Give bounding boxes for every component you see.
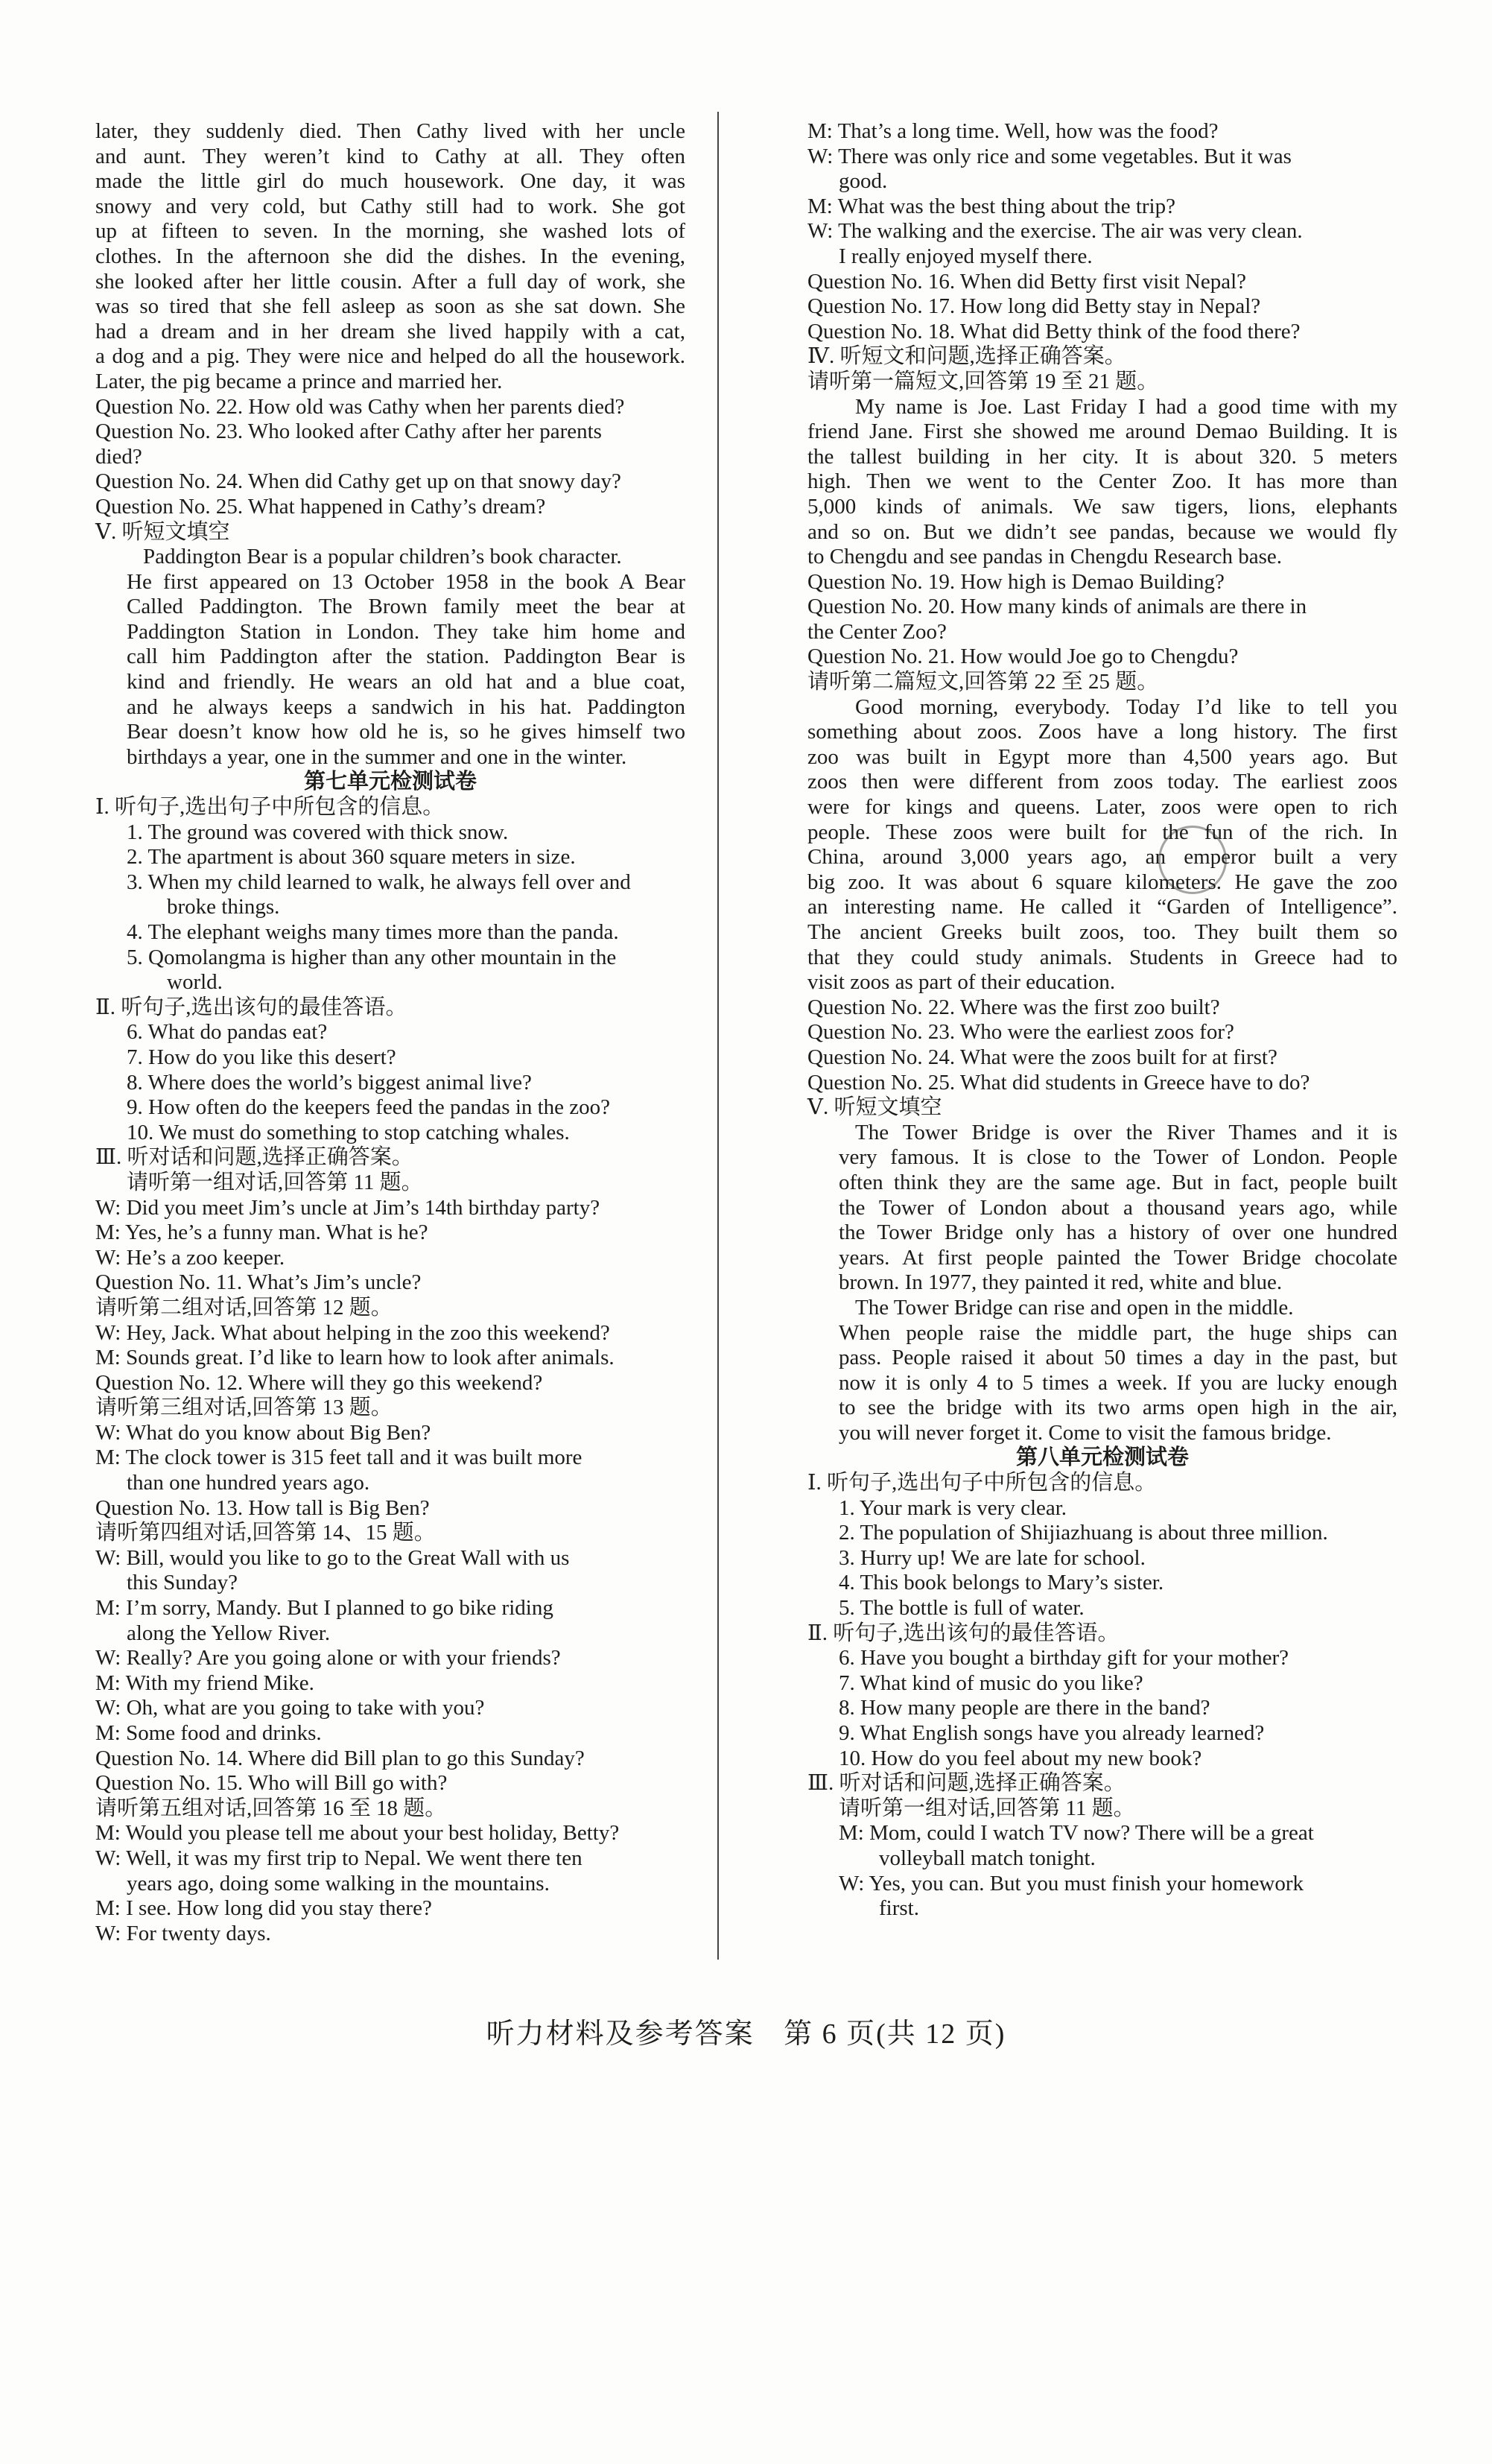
text-line: high. Then we went to the Center Zoo. It has more than <box>807 469 1397 494</box>
text-line: 请听第一组对话,回答第 11 题。 <box>839 1796 1135 1820</box>
text-line: Question No. 17. How long did Betty stay in Nepal? <box>807 294 1261 319</box>
text-line: died? <box>95 444 142 469</box>
text-line: My name is Joe. Last Friday I had a good time with my <box>855 394 1397 419</box>
text-line: Question No. 22. How old was Cathy when her parents died? <box>95 394 625 419</box>
text-line: Ⅲ. 听对话和问题,选择正确答案。 <box>807 1771 1126 1796</box>
text-line: M: Mom, could I watch TV now? There will be a great <box>839 1821 1314 1846</box>
text-line: 6. Have you bought a birthday gift for your mother? <box>839 1646 1289 1670</box>
text-line: Ⅰ. 听句子,选出句子中所包含的信息。 <box>807 1471 1157 1495</box>
text-line: Question No. 22. Where was the first zoo built? <box>807 995 1220 1019</box>
text-line: W: There was only rice and some vegetables. But it was <box>807 144 1292 168</box>
text-line: W: The walking and the exercise. The air was very clean. <box>807 219 1303 244</box>
text-line: Question No. 25. What did students in Greece have to do? <box>807 1070 1310 1095</box>
text-line: W: Bill, would you like to go to the Great Wall with us <box>95 1545 570 1570</box>
text-line: Paddington Bear is a popular children’s book character. <box>143 545 622 569</box>
text-line: something about zoos. Zoos have a long history. The first <box>807 720 1397 744</box>
text-line: M: Sounds great. I’d like to learn how to look after animals. <box>95 1346 615 1370</box>
text-line: she looked after her little cousin. After a full day of work, she <box>95 269 685 294</box>
text-line: 4. The elephant weighs many times more than the panda. <box>127 920 619 944</box>
text-line: big zoo. It was about 6 square kilometers. He gave the zoo <box>807 870 1397 894</box>
text-line: birthdays a year, one in the summer and one in the winter. <box>127 744 627 769</box>
text-line: friend Jane. First she showed me around Demao Building. It is <box>807 419 1397 444</box>
text-line: years. At first people painted the Tower Bridge chocolate <box>839 1245 1397 1270</box>
text-line: 7. How do you like this desert? <box>127 1045 396 1069</box>
text-line: Good morning, everybody. Today I’d like to tell you <box>855 694 1397 719</box>
text-line: volleyball match tonight. <box>879 1846 1096 1870</box>
text-line: the Tower of London about a thousand years ago, while <box>839 1195 1397 1220</box>
text-line: M: I see. How long did you stay there? <box>95 1896 432 1921</box>
text-line: Ⅰ. 听句子,选出句子中所包含的信息。 <box>95 795 445 820</box>
text-line: M: Yes, he’s a funny man. What is he? <box>95 1220 428 1245</box>
text-line: Bear doesn’t know how old he is, so he gives himself two <box>127 720 685 744</box>
page-footer <box>0 2010 1492 2051</box>
text-line: made the little girl do much housework. One day, it was <box>95 169 685 194</box>
text-line: Ⅱ. 听句子,选出该句的最佳答语。 <box>807 1621 1120 1645</box>
text-line: to see the bridge with its two arms open high in the air, <box>839 1396 1397 1420</box>
text-line: clothes. In the afternoon she did the dishes. In the evening, <box>95 244 685 268</box>
text-line: W: Hey, Jack. What about helping in the zoo this weekend? <box>95 1320 610 1345</box>
text-line: 请听第三组对话,回答第 13 题。 <box>95 1396 393 1420</box>
text-line: Question No. 11. What’s Jim’s uncle? <box>95 1270 422 1295</box>
text-line: Question No. 24. What were the zoos built for at first? <box>807 1045 1277 1069</box>
text-line: 5. Qomolangma is higher than any other mountain in the <box>127 945 617 969</box>
text-line: 请听第五组对话,回答第 16 至 18 题。 <box>95 1796 447 1820</box>
text-line: snowy and very cold, but Cathy still had to work. She got <box>95 194 685 218</box>
text-line: first. <box>879 1896 919 1921</box>
text-line: than one hundred years ago. <box>127 1471 370 1495</box>
text-line: 5,000 kinds of animals. We saw tigers, lions, elephants <box>807 494 1397 519</box>
text-line: China, around 3,000 years ago, an emperor built a very <box>807 845 1397 870</box>
text-line: world. <box>167 970 223 995</box>
left-column <box>95 119 685 1946</box>
text-line: Question No. 18. What did Betty think of the food there? <box>807 319 1301 343</box>
text-line: a dog and a pig. They were nice and helped do all the housework. <box>95 344 685 369</box>
text-line: was so tired that she fell asleep as soon as she sat down. She <box>95 294 685 319</box>
text-line: M: The clock tower is 315 feet tall and it was built more <box>95 1445 582 1470</box>
text-line: zoos then were different from zoos today. The earliest zoos <box>807 770 1397 794</box>
text-line: Question No. 23. Who looked after Cathy after her parents <box>95 419 602 444</box>
text-line: kind and friendly. He wears an old hat and a blue coat, <box>127 670 685 694</box>
text-line: Called Paddington. The Brown family meet the bear at <box>127 595 685 619</box>
text-line: Question No. 16. When did Betty first visit Nepal? <box>807 269 1247 294</box>
text-line: 请听第四组对话,回答第 14、15 题。 <box>95 1521 436 1545</box>
text-line: Question No. 15. Who will Bill go with? <box>95 1771 448 1796</box>
text-line: The ancient Greeks built zoos, too. They built them so <box>807 920 1397 944</box>
text-line: Question No. 13. How tall is Big Ben? <box>95 1495 430 1520</box>
text-line: and aunt. They weren’t kind to Cathy at all. They often <box>95 144 685 168</box>
text-line: 请听第一篇短文,回答第 19 至 21 题。 <box>807 369 1159 393</box>
text-line: and he always keeps a sandwich in his hat. Paddington <box>127 694 685 719</box>
text-line: Question No. 19. How high is Demao Building? <box>807 569 1225 594</box>
text-line: zoo was built in Egypt more than 4,500 years ago. But <box>807 744 1397 769</box>
text-line: 9. How often do the keepers feed the pandas in the zoo? <box>127 1095 611 1120</box>
text-line: M: I’m sorry, Mandy. But I planned to go bike riding <box>95 1596 553 1621</box>
text-line: and so on. But we didn’t see pandas, because we would fly <box>807 519 1397 544</box>
text-line: later, they suddenly died. Then Cathy lived with her uncle <box>95 119 685 143</box>
text-line: W: Oh, what are you going to take with you? <box>95 1696 485 1720</box>
text-line: 3. Hurry up! We are late for school. <box>839 1545 1146 1570</box>
text-line: 1. Your mark is very clear. <box>839 1495 1067 1520</box>
text-line: pass. People raised it about 50 times a day in the past, but <box>839 1346 1397 1370</box>
text-line: 10. How do you feel about my new book? <box>839 1746 1202 1770</box>
text-line: 3. When my child learned to walk, he always fell over and <box>127 870 631 894</box>
text-line: Question No. 25. What happened in Cathy’s dream? <box>95 494 546 519</box>
text-line: call him Paddington after the station. Paddington Bear is <box>127 644 685 669</box>
text-line: Later, the pig became a prince and married her. <box>95 369 503 393</box>
text-line: up at fifteen to seven. In the morning, she washed lots of <box>95 219 685 244</box>
text-line: 7. What kind of music do you like? <box>839 1670 1143 1695</box>
text-line: Paddington Station in London. They take him home and <box>127 619 685 644</box>
text-line: years ago, doing some walking in the mountains. <box>127 1871 550 1895</box>
text-line: the Center Zoo? <box>807 619 947 644</box>
text-line: had a dream and in her dream she lived happily with a cat, <box>95 319 685 343</box>
text-line: W: For twenty days. <box>95 1921 271 1945</box>
text-line: were for kings and queens. Later, zoos were open to rich <box>807 795 1397 820</box>
text-line: 2. The apartment is about 360 square meters in size. <box>127 845 576 870</box>
text-line: 请听第二篇短文,回答第 22 至 25 题。 <box>807 670 1159 694</box>
footer-page-number: 第 6 页(共 12 页) <box>784 2018 1006 2050</box>
text-line: good. <box>839 169 888 194</box>
text-line: M: With my friend Mike. <box>95 1670 314 1695</box>
footer-title: 听力材料及参考答案 <box>486 2018 755 2050</box>
text-line: The Tower Bridge can rise and open in the middle. <box>855 1295 1294 1320</box>
text-line: W: What do you know about Big Ben? <box>95 1420 431 1445</box>
text-line: Question No. 23. Who were the earliest zoos for? <box>807 1020 1234 1045</box>
text-line: 请听第一组对话,回答第 11 题。 <box>127 1170 423 1194</box>
text-line: 8. How many people are there in the band? <box>839 1696 1210 1720</box>
text-line: 请听第二组对话,回答第 12 题。 <box>95 1295 393 1320</box>
text-line: W: Did you meet Jim’s uncle at Jim’s 14th birthday party? <box>95 1195 600 1220</box>
column-divider <box>717 112 719 1960</box>
text-line: Question No. 21. How would Joe go to Chengdu? <box>807 644 1239 669</box>
text-line: 第八单元检测试卷 <box>1015 1445 1189 1470</box>
text-line: Ⅱ. 听句子,选出该句的最佳答语。 <box>95 995 407 1019</box>
text-line: I really enjoyed myself there. <box>839 244 1093 268</box>
text-line: broke things. <box>167 895 280 919</box>
text-line: Ⅲ. 听对话和问题,选择正确答案。 <box>95 1145 413 1170</box>
text-line: that they could study animals. Students in Greece had to <box>807 945 1397 969</box>
text-line: the Tower Bridge only has a history of over one hundred <box>839 1220 1397 1245</box>
text-line: Ⅴ. 听短文填空 <box>807 1095 942 1120</box>
text-line: M: That’s a long time. Well, how was the food? <box>807 119 1219 143</box>
text-line: Question No. 14. Where did Bill plan to go this Sunday? <box>95 1746 585 1770</box>
text-line: Ⅳ. 听短文和问题,选择正确答案。 <box>807 344 1126 369</box>
text-line: He first appeared on 13 October 1958 in the book A Bear <box>127 569 685 594</box>
text-line: 10. We must do something to stop catching whales. <box>127 1120 570 1144</box>
text-line: very famous. It is close to the Tower of London. People <box>839 1145 1397 1170</box>
text-line: W: Well, it was my first trip to Nepal. We went there ten <box>95 1846 582 1870</box>
text-line: M: Some food and drinks. <box>95 1721 322 1745</box>
text-line: W: Yes, you can. But you must finish your homework <box>839 1871 1304 1895</box>
text-line: you will never forget it. Come to visit the famous bridge. <box>839 1420 1332 1445</box>
text-line: W: He’s a zoo keeper. <box>95 1245 285 1270</box>
right-column <box>807 119 1397 1922</box>
text-line: M: What was the best thing about the trip? <box>807 194 1175 218</box>
text-line: 5. The bottle is full of water. <box>839 1596 1085 1621</box>
text-line: along the Yellow River. <box>127 1621 331 1645</box>
text-line: now it is only 4 to 5 times a week. If you are lucky enough <box>839 1370 1397 1395</box>
text-line: The Tower Bridge is over the River Thames and it is <box>855 1120 1397 1144</box>
text-line: often think they are the same age. But in fact, people built <box>839 1170 1397 1194</box>
text-line: 9. What English songs have you already learned? <box>839 1721 1265 1745</box>
text-line: brown. In 1977, they painted it red, white and blue. <box>839 1270 1283 1295</box>
text-line: people. These zoos were built for the fun of the rich. In <box>807 820 1397 844</box>
text-line: an interesting name. He called it “Garden of Intelligence”. <box>807 895 1397 919</box>
text-line: W: Really? Are you going alone or with your friends? <box>95 1646 561 1670</box>
text-line: visit zoos as part of their education. <box>807 970 1116 995</box>
text-line: 8. Where does the world’s biggest animal live? <box>127 1070 532 1095</box>
text-line: Question No. 12. Where will they go this weekend? <box>95 1370 543 1395</box>
text-line: this Sunday? <box>127 1571 238 1595</box>
text-line: the tallest building in her city. It is about 320. 5 meters <box>807 444 1397 469</box>
text-line: When people raise the middle part, the huge ships can <box>839 1320 1397 1345</box>
text-line: 1. The ground was covered with thick snow. <box>127 820 509 844</box>
text-line: 第七单元检测试卷 <box>303 770 477 794</box>
text-line: Question No. 20. How many kinds of animals are there in <box>807 595 1307 619</box>
text-line: M: Would you please tell me about your best holiday, Betty? <box>95 1821 620 1846</box>
text-line: Ⅴ. 听短文填空 <box>95 519 230 544</box>
text-line: to Chengdu and see pandas in Chengdu Research base. <box>807 545 1283 569</box>
text-line: 2. The population of Shijiazhuang is about three million. <box>839 1521 1328 1545</box>
text-line: 4. This book belongs to Mary’s sister. <box>839 1571 1164 1595</box>
text-line: 6. What do pandas eat? <box>127 1020 328 1045</box>
text-line: Question No. 24. When did Cathy get up on that snowy day? <box>95 469 621 494</box>
